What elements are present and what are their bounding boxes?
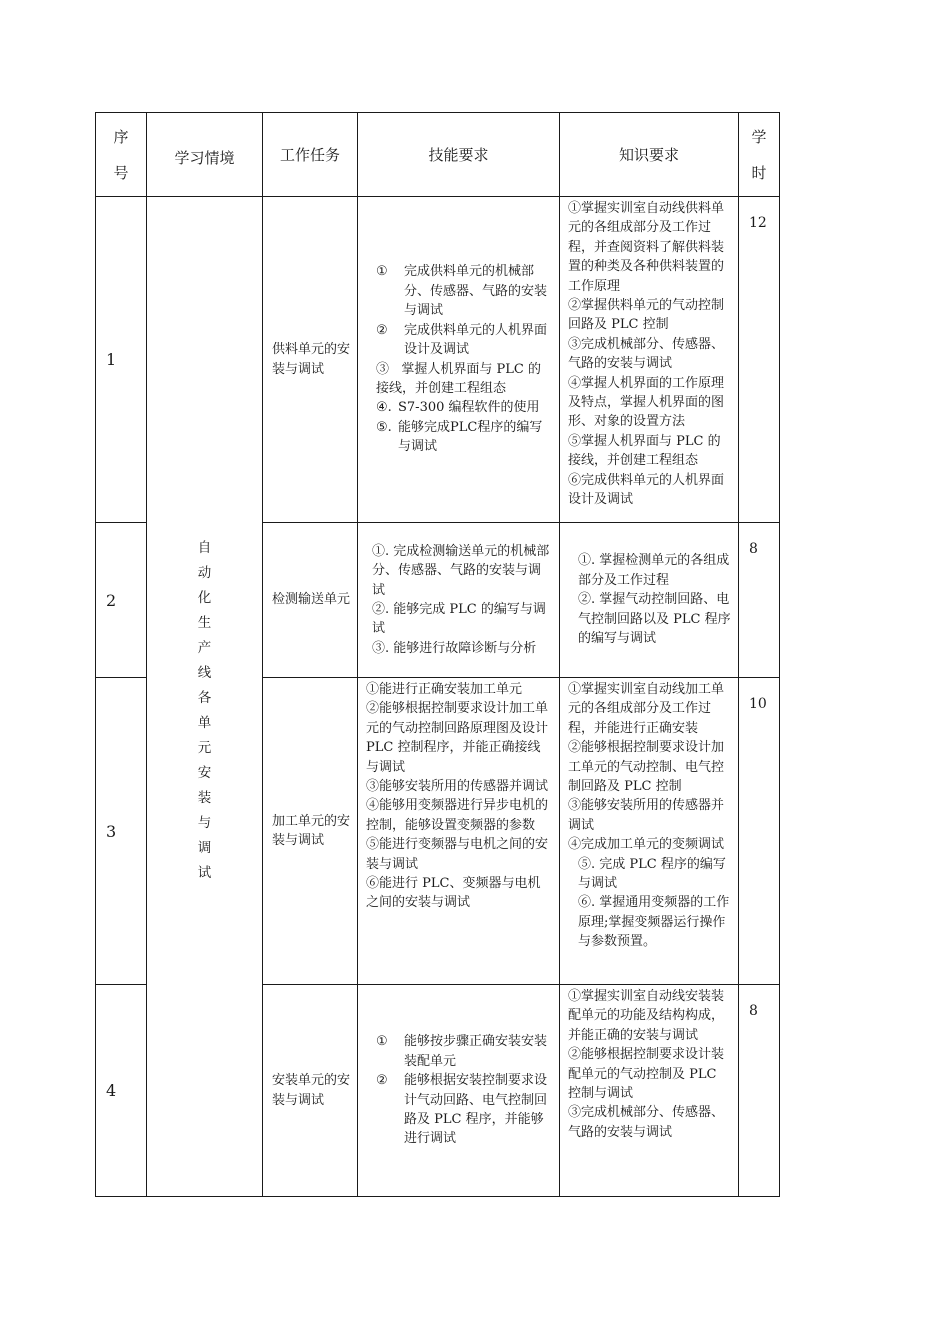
skill-text: ①. 完成检测输送单元的机械部分、传感器、气路的安装与调试 bbox=[372, 543, 550, 598]
row-task: 安装单元的安装与调试 bbox=[263, 985, 358, 1197]
skill-text: ③. 能够进行故障诊断与分析 bbox=[372, 640, 537, 656]
knowledge-item: ③完成机械部分、传感器、气路的安装与调试 bbox=[568, 1105, 725, 1140]
knowledge-item: ⑤. 完成 PLC 程序的编写与调试 bbox=[578, 856, 726, 892]
skill-text: S7-300 编程软件的使用 bbox=[398, 400, 540, 416]
header-situation: 学习情境 bbox=[147, 113, 263, 197]
row-knowledge bbox=[560, 678, 739, 985]
knowledge-item: ①. 掌握检测单元的各组成部分及工作过程 bbox=[578, 553, 730, 588]
header-seq-char-2: 号 bbox=[113, 163, 129, 182]
row-seq: 2 bbox=[96, 523, 147, 678]
row-knowledge bbox=[560, 197, 739, 523]
knowledge-item: ①掌握实训室自动线加工单元的各组成部分及工作过程，并能进行正确安装 bbox=[568, 682, 725, 736]
skill-item bbox=[376, 321, 553, 360]
knowledge-item: ②能够根据控制要求设计装配单元的气动控制及 PLC 控制与调试 bbox=[568, 1047, 725, 1102]
row-hours: 8 bbox=[739, 985, 780, 1197]
situation-char: 调 bbox=[197, 839, 212, 856]
situation-char: 单 bbox=[197, 714, 212, 731]
skill-marker: ① bbox=[376, 1034, 388, 1050]
skill-text: ①能进行正确安装加工单元 bbox=[366, 682, 523, 697]
skill-text: 能够按步骤正确安装安装装配单元 bbox=[404, 1034, 548, 1069]
situation-char: 安 bbox=[197, 764, 212, 781]
knowledge-item: ③完成机械部分、传感器、气路的安装与调试 bbox=[568, 336, 725, 372]
header-row bbox=[96, 113, 780, 197]
situation-cell bbox=[147, 197, 263, 1197]
situation-char: 试 bbox=[197, 864, 212, 881]
table-row bbox=[96, 197, 780, 523]
skill-text: ②. 能够完成 PLC 的编写与调试 bbox=[372, 602, 546, 637]
table-right-border bbox=[779, 112, 780, 1197]
skill-marker: ② bbox=[376, 1073, 388, 1089]
header-hours-char-2: 时 bbox=[751, 163, 767, 182]
knowledge-item: ①掌握实训室自动线安装装配单元的功能及结构构成，并能正确的安装与调试 bbox=[568, 989, 725, 1043]
header-seq-char-1: 序 bbox=[113, 127, 129, 146]
knowledge-item: ②掌握供料单元的气动控制回路及 PLC 控制 bbox=[568, 298, 725, 333]
skill-text: 能够根据安装控制要求设计气动回路、电气控制回路及 PLC 程序，并能够进行调试 bbox=[404, 1073, 548, 1147]
row-hours: 8 bbox=[739, 523, 780, 678]
skill-marker: ④. bbox=[376, 400, 392, 416]
row-seq: 3 bbox=[96, 678, 147, 985]
situation-char: 生 bbox=[197, 614, 212, 631]
row-skills bbox=[358, 197, 560, 523]
knowledge-item: ①掌握实训室自动线供料单元的各组成部分及工作过程，并查阅资料了解供料装置的种类及各种供料装置的工作原理 bbox=[568, 201, 725, 294]
situation-char: 线 bbox=[197, 664, 212, 681]
row-knowledge bbox=[560, 985, 739, 1197]
skill-marker: ⑤. bbox=[376, 419, 392, 435]
row-task: 加工单元的安装与调试 bbox=[263, 678, 358, 985]
knowledge-item: ②能够根据控制要求设计加工单元的气动控制、电气控制回路及 PLC 控制 bbox=[568, 740, 725, 795]
situation-char: 动 bbox=[197, 564, 212, 581]
skill-text: 掌握人机界面与 PLC 的接线，并创建工程组态 bbox=[376, 361, 542, 396]
knowledge-item: ⑥完成供料单元的人机界面设计及调试 bbox=[568, 472, 725, 508]
knowledge-item: ⑥. 掌握通用变频器的工作原理;掌握变频器运行操作与参数预置。 bbox=[578, 895, 730, 950]
skill-text: 能够完成PLC程序的编写与调试 bbox=[398, 419, 543, 455]
skill-item bbox=[376, 418, 553, 457]
header-task: 工作任务 bbox=[263, 113, 358, 197]
knowledge-item: ⑤掌握人机界面与 PLC 的接线，并创建工程组态 bbox=[568, 433, 721, 469]
skill-text: ⑥能进行 PLC、变频器与电机之间的安装与调试 bbox=[366, 876, 541, 911]
row-task: 检测输送单元 bbox=[263, 523, 358, 678]
row-skills bbox=[358, 985, 560, 1197]
header-knowledge: 知识要求 bbox=[560, 113, 739, 197]
skill-item bbox=[376, 262, 553, 320]
curriculum-table bbox=[95, 112, 780, 1197]
situation-char: 各 bbox=[197, 689, 212, 706]
header-hours-char-1: 学 bbox=[751, 127, 767, 146]
row-skills bbox=[358, 523, 560, 678]
knowledge-item: ③能够安装所用的传感器并调试 bbox=[568, 798, 725, 833]
situation-vertical-text bbox=[147, 536, 262, 886]
header-hours bbox=[739, 113, 780, 197]
skill-text: 完成供料单元的人机界面设计及调试 bbox=[404, 322, 548, 358]
knowledge-item: ②. 掌握气动控制回路、电气控制回路以及 PLC 程序的编写与调试 bbox=[578, 592, 731, 647]
skill-item bbox=[376, 398, 553, 417]
row-task: 供料单元的安装与调试 bbox=[263, 197, 358, 523]
row-seq: 4 bbox=[96, 985, 147, 1197]
row-hours: 10 bbox=[739, 678, 780, 985]
skill-marker: ② bbox=[376, 322, 388, 338]
skill-text: ②能够根据控制要求设计加工单元的气动控制回路原理图及设计 PLC 控制程序，并能正确接线与调试 bbox=[366, 701, 549, 775]
situation-char: 装 bbox=[197, 789, 212, 806]
header-seq bbox=[96, 113, 147, 197]
situation-char: 产 bbox=[197, 639, 212, 656]
skill-text: ⑤能进行变频器与电机之间的安装与调试 bbox=[366, 837, 549, 872]
skill-item bbox=[376, 360, 553, 399]
skill-text: ④能够用变频器进行异步电机的控制，能够设置变频器的参数 bbox=[366, 798, 549, 833]
knowledge-item: ④掌握人机界面的工作原理及特点，掌握人机界面的图形、对象的设置方法 bbox=[568, 375, 725, 430]
skill-marker: ① bbox=[376, 264, 388, 280]
skill-marker: ③ bbox=[376, 361, 390, 377]
situation-char: 与 bbox=[197, 814, 212, 831]
row-seq: 1 bbox=[96, 197, 147, 523]
skill-text: ③能够安装所用的传感器并调试 bbox=[366, 779, 549, 795]
row-skills bbox=[358, 678, 560, 985]
row-knowledge bbox=[560, 523, 739, 678]
situation-char: 化 bbox=[197, 589, 212, 606]
skill-text: 完成供料单元的机械部分、传感器、气路的安装与调试 bbox=[404, 264, 548, 319]
situation-char: 元 bbox=[197, 739, 212, 756]
row-hours: 12 bbox=[739, 197, 780, 523]
knowledge-item: ④完成加工单元的变频调试 bbox=[568, 837, 725, 853]
skill-item bbox=[376, 1032, 553, 1071]
header-skill: 技能要求 bbox=[358, 113, 560, 197]
skill-item bbox=[376, 1071, 553, 1149]
curriculum-table-frame bbox=[95, 112, 781, 1197]
situation-char: 自 bbox=[197, 539, 212, 556]
